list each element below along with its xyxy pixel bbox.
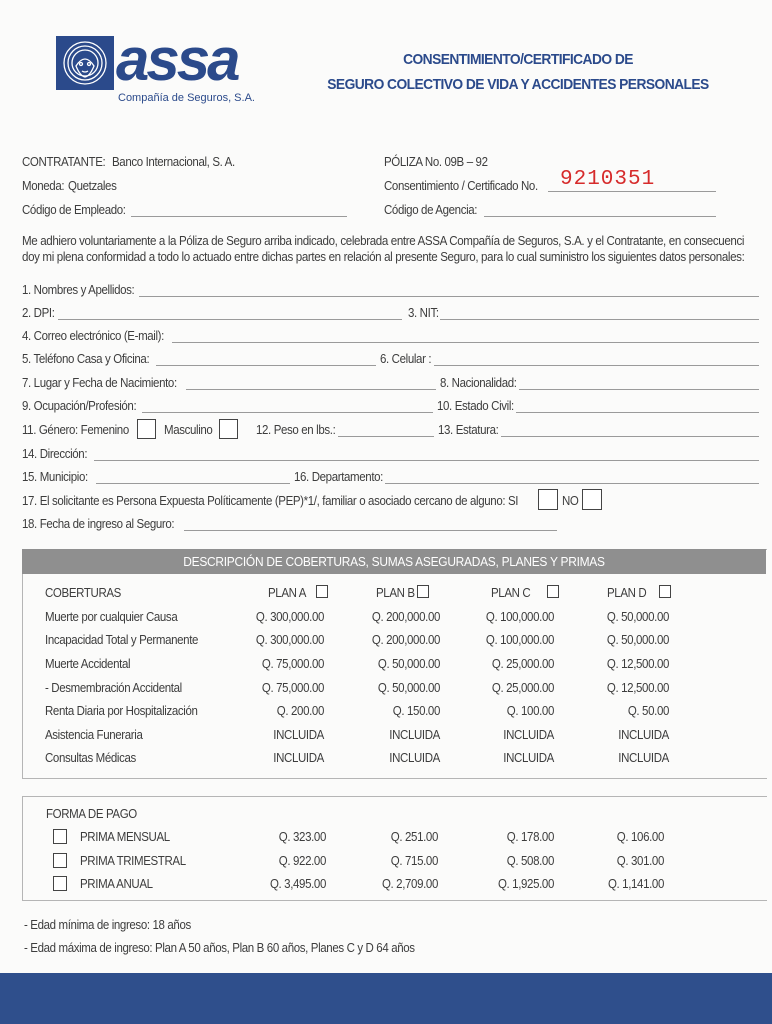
coverage-value: Q. 100,000.00 [485,633,554,647]
coverage-value: INCLUIDA [503,728,554,742]
coverage-value: Q. 50,000.00 [377,657,440,671]
payment-row-label: PRIMA TRIMESTRAL [80,854,186,868]
payment-value: Q. 715.00 [390,854,438,868]
prima-trimestral-checkbox[interactable] [53,853,67,868]
payment-value: Q. 301.00 [616,854,664,868]
plan-b-checkbox[interactable] [417,585,429,598]
coverage-value: Q. 200,000.00 [371,610,440,624]
nombres-label: 1. Nombres y Apellidos: [22,283,135,297]
femenino-checkbox[interactable] [137,419,156,439]
prima-anual-checkbox[interactable] [53,876,67,891]
certificate-number: 9210351 [560,168,656,191]
email-field[interactable] [172,342,759,343]
coverage-value: Q. 300,000.00 [255,610,324,624]
peso-label: 12. Peso en lbs.: [256,423,336,437]
pep-no-checkbox[interactable] [582,489,602,510]
payment-value: Q. 3,495.00 [269,877,326,891]
nacimiento-label: 7. Lugar y Fecha de Nacimiento: [22,376,177,390]
footer-bar [0,973,772,1024]
genero-label: 11. Género: Femenino [22,423,129,437]
coverage-value: INCLUIDA [618,728,669,742]
coverage-value: Q. 75,000.00 [261,681,324,695]
masculino-checkbox[interactable] [219,419,238,439]
plan-d-label: PLAN D [607,586,647,600]
email-label: 4. Correo electrónico (E-mail): [22,329,164,343]
coverage-value: Q. 300,000.00 [255,633,324,647]
ocupacion-label: 9. Ocupación/Profesión: [22,399,137,413]
fecha-ingreso-field[interactable] [184,530,557,531]
coverage-banner [22,549,766,574]
coverage-value: Q. 150.00 [392,704,440,718]
coverage-value: Q. 12,500.00 [606,657,669,671]
coverage-value: INCLUIDA [503,751,554,765]
estatura-label: 13. Estatura: [438,423,499,437]
coverage-value: Q. 25,000.00 [491,657,554,671]
coverage-row-label: Asistencia Funeraria [45,728,143,742]
dpi-field[interactable] [58,319,402,320]
codigo-agencia-field[interactable] [484,216,716,217]
coverage-value: Q. 25,000.00 [491,681,554,695]
payment-row-label: PRIMA MENSUAL [80,830,170,844]
coverage-value: Q. 50.00 [627,704,669,718]
coverage-value: Q. 200.00 [276,704,324,718]
payment-value: Q. 508.00 [506,854,554,868]
payment-value: Q. 1,141.00 [607,877,664,891]
coverage-value: Q. 200,000.00 [371,633,440,647]
company-name: Compañía de Seguros, S.A. [118,92,255,104]
coverage-value: INCLUIDA [389,728,440,742]
plan-c-checkbox[interactable] [547,585,559,598]
payment-value: Q. 323.00 [278,830,326,844]
intro-line-1: Me adhiero voluntariamente a la Póliza de Seguro arriba indicado, celebrada entre ASSA Compañía de Seguros, S.A. y el Contratante, en consecuenci [22,234,745,248]
plan-a-checkbox[interactable] [316,585,328,598]
coverage-value: Q. 50,000.00 [606,610,669,624]
coverage-row-label: - Desmembración Accidental [45,681,182,695]
departamento-field[interactable] [385,483,759,484]
pep-no-label: NO [562,494,579,508]
payment-value: Q. 2,709.00 [381,877,438,891]
codigo-agencia-label: Código de Agencia: [384,203,478,217]
payment-value: Q. 922.00 [278,854,326,868]
consentimiento-field [548,191,716,192]
coverage-value: INCLUIDA [618,751,669,765]
peso-field[interactable] [338,436,434,437]
logo-wordmark: assa [116,26,238,93]
masculino-label: Masculino [164,423,213,437]
coverage-value: INCLUIDA [273,751,324,765]
payment-value: Q. 178.00 [506,830,554,844]
note-min-age: - Edad mínima de ingreso: 18 años [24,918,191,932]
pep-label: 17. El solicitante es Persona Expuesta Políticamente (PEP)*1/, familiar o asociado cercano de alguno: SI [22,494,519,508]
plan-b-label: PLAN B [376,586,415,600]
direccion-label: 14. Dirección: [22,447,88,461]
departamento-label: 16. Departamento: [294,470,383,484]
coverage-value: INCLUIDA [273,728,324,742]
coverage-banner-text: DESCRIPCIÓN DE COBERTURAS, SUMAS ASEGURADAS, PLANES Y PRIMAS [183,554,605,569]
prima-mensual-checkbox[interactable] [53,829,67,844]
plan-a-label: PLAN A [268,586,307,600]
coverage-value: Q. 100.00 [506,704,554,718]
intro-line-2: doy mi plena conformidad a todo lo actuado entre dichas partes en relación al presente Seguro, para lo cual suministro los siguientes datos personales: [22,250,745,264]
coverage-row-label: Muerte por cualquier Causa [45,610,178,624]
estado-civil-field[interactable] [516,412,759,413]
coverage-value: Q. 12,500.00 [606,681,669,695]
payment-header: FORMA DE PAGO [46,807,137,821]
nombres-field[interactable] [139,296,759,297]
celular-label: 6. Celular : [380,352,432,366]
payment-row-label: PRIMA ANUAL [80,877,153,891]
lion-emblem-icon [56,36,114,90]
note-max-age: - Edad máxima de ingreso: Plan A 50 años, Plan B 60 años, Planes C y D 64 años [24,941,415,955]
payment-value: Q. 106.00 [616,830,664,844]
municipio-label: 15. Municipio: [22,470,88,484]
plan-d-checkbox[interactable] [659,585,671,598]
contratante-label: CONTRATANTE: [22,155,106,169]
nit-label: 3. NIT: [408,306,439,320]
coverage-value: Q. 50,000.00 [606,633,669,647]
payment-value: Q. 1,925.00 [497,877,554,891]
document-title-line2: SEGURO COLECTIVO DE VIDA Y ACCIDENTES PERSONALES [327,76,709,93]
telefono-label: 5. Teléfono Casa y Oficina: [22,352,150,366]
nacimiento-field[interactable] [186,389,436,390]
nit-field[interactable] [440,319,759,320]
coverage-value: Q. 100,000.00 [485,610,554,624]
dpi-label: 2. DPI: [22,306,55,320]
coverage-value: Q. 50,000.00 [377,681,440,695]
nacionalidad-field[interactable] [519,389,759,390]
contratante-value: Banco Internacional, S. A. [112,155,235,169]
ocupacion-field[interactable] [142,412,433,413]
fecha-ingreso-label: 18. Fecha de ingreso al Seguro: [22,517,175,531]
estatura-field[interactable] [501,436,759,437]
municipio-field[interactable] [96,483,290,484]
consentimiento-label: Consentimiento / Certificado No. [384,179,538,193]
document-title-line1: CONSENTIMIENTO/CERTIFICADO DE [403,51,633,68]
poliza-number: PÓLIZA No. 09B – 92 [384,155,488,169]
celular-field[interactable] [434,365,759,366]
estado-civil-label: 10. Estado Civil: [437,399,514,413]
moneda-label: Moneda: [22,179,65,193]
pep-si-checkbox[interactable] [538,489,558,510]
telefono-field[interactable] [156,365,376,366]
coverage-row-label: Muerte Accidental [45,657,131,671]
coverage-value: INCLUIDA [389,751,440,765]
coverage-header: COBERTURAS [45,586,121,600]
codigo-empleado-label: Código de Empleado: [22,203,126,217]
payment-value: Q. 251.00 [390,830,438,844]
codigo-empleado-field[interactable] [131,216,347,217]
plan-c-label: PLAN C [491,586,531,600]
coverage-row-label: Renta Diaria por Hospitalización [45,704,198,718]
moneda-value: Quetzales [68,179,117,193]
coverage-value: Q. 75,000.00 [261,657,324,671]
coverage-row-label: Incapacidad Total y Permanente [45,633,199,647]
direccion-field[interactable] [94,460,759,461]
coverage-row-label: Consultas Médicas [45,751,136,765]
nacionalidad-label: 8. Nacionalidad: [440,376,517,390]
